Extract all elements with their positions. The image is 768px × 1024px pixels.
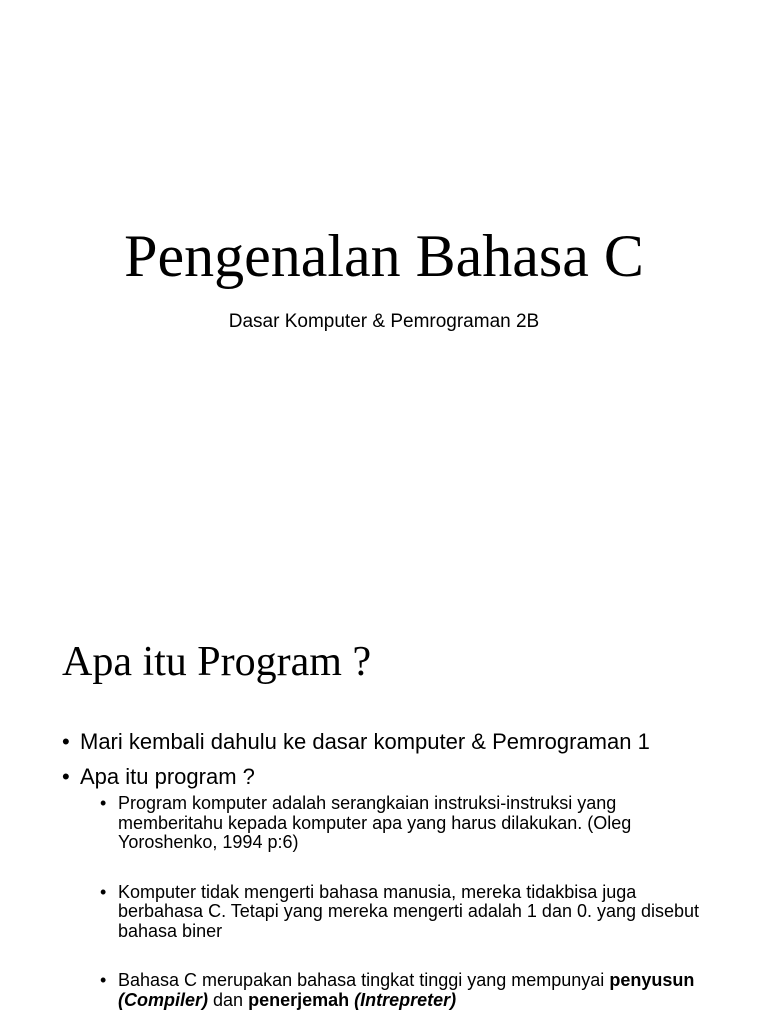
bullet-list	[62, 730, 722, 1024]
sub-bullet-item	[100, 971, 722, 1010]
sub-bullet-item	[100, 883, 722, 942]
term-interpreter-paren: (Intrepreter)	[354, 989, 457, 1010]
slide-heading: Apa itu Program ?	[62, 639, 372, 685]
term-interpreter-label: penerjemah	[248, 989, 350, 1010]
conjunction-text: dan	[213, 989, 244, 1010]
sub-bullet-text: Bahasa C merupakan bahasa tingkat tinggi yang mempunyai	[118, 970, 605, 990]
sub-bullet-text: Komputer tidak mengerti bahasa manusia, mereka tidakbisa juga berbahasa C. Tetapi yang mereka mengerti adalah 1 dan 0. yang disebut bahasa biner	[118, 881, 700, 941]
bullet-text: Apa itu program ?	[80, 764, 255, 789]
term-compiler-paren: (Compiler)	[118, 989, 208, 1010]
sub-bullet-item	[100, 794, 722, 853]
content-slide	[0, 576, 768, 1024]
bullet-text: Mari kembali dahulu ke dasar komputer & Pemrograman 1	[80, 729, 650, 754]
bullet-item	[62, 730, 722, 753]
sub-bullet-list	[80, 794, 722, 1010]
slide-subtitle: Dasar Komputer & Pemrograman 2B	[228, 311, 540, 332]
slide-title: Pengenalan Bahasa C	[124, 223, 644, 289]
term-compiler-label: penyusun	[609, 970, 695, 990]
bullet-item	[62, 765, 722, 1010]
sub-bullet-text: Program komputer adalah serangkaian instruksi-instruksi yang memberitahu kepada komputer apa yang harus dilakukan. (Oleg Yoroshenko, 1994 p:6)	[118, 793, 632, 852]
